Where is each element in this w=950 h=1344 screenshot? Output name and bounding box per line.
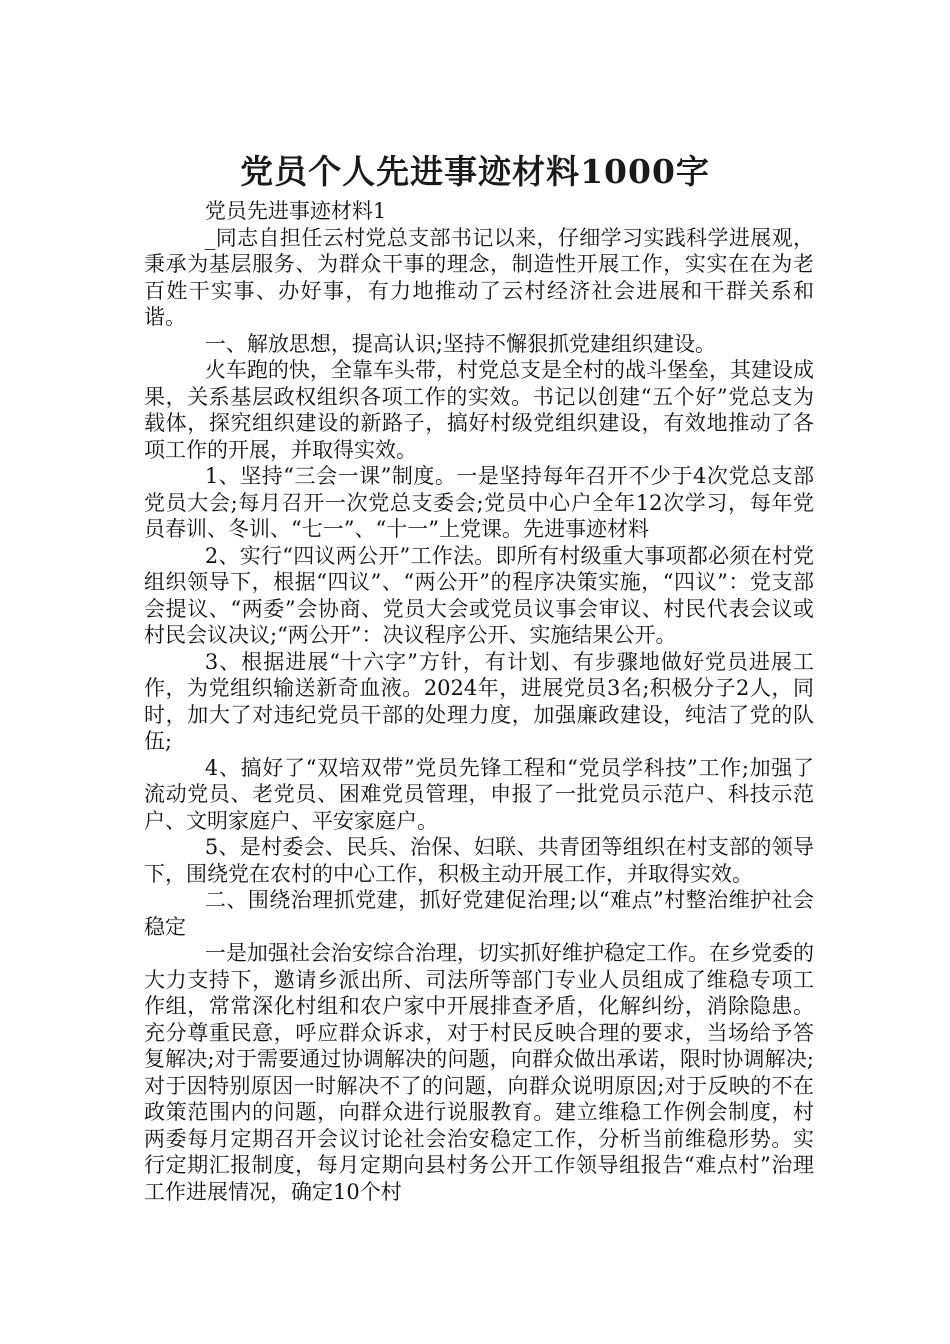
document-title: 党员个人先进事迹材料1000字 (240, 152, 710, 192)
section-heading: 一、解放思想，提高认识;坚持不懈狠抓党建组织建设。 (204, 331, 716, 356)
paragraph: _同志自担任云村党总支部书记以来，仔细学习实践科学进展观，秉承为基层服务、为群众干事的理念，制造性开展工作，实实在在为老百姓干实事、办好事，有力地推动了云村经济社会进展和干群关系和谐。 (144, 225, 814, 329)
list-item: 4、搞好了“双培双带”党员先锋工程和“党员学科技”工作;加强了流动党员、老党员、困难党员管理，申报了一批党员示范户、科技示范户、文明家庭户、平安家庭户。 (144, 755, 814, 833)
list-item: 2、实行“四议两公开”工作法。即所有村级重大事项都必须在村党组织领导下，根据“四议”、“两公开”的程序决策实施，“四议”：党支部会提议、“两委”会协商、党员大会或党员议事会审议、村民代表会议或村民会议决议;“两公开”：决议程序公开、实施结果公开。 (144, 543, 814, 647)
paragraph: 火车跑的快，全靠车头带，村党总支是全村的战斗堡垒，其建设成果，关系基层政权组织各项工作的实效。书记以创建“五个好”党总支为载体，探究组织建设的新路子，搞好村级党组织建设，有效地推动了各项工作的开展，并取得实效。 (144, 358, 814, 462)
section-heading: 二、围绕治理抓党建，抓好党建促治理;以“难点”村整治维护社会稳定 (144, 888, 814, 939)
list-item: 1、坚持“三会一课”制度。一是坚持每年召开不少于4次党总支部党员大会;每月召开一次党总支委会;党员中心户全年12次学习，每年党员春训、冬训、“七一”、“十一”上党课。先进事迹材料 (144, 464, 814, 541)
list-item: 3、根据进展“十六字”方针，有计划、有步骤地做好党员进展工作，为党组织输送新奇血液。2024年，进展党员3名;积极分子2人，同时，加大了对违纪党员干部的处理力度，加强廉政建设，纯洁了党的队伍; (144, 649, 814, 753)
document-body (144, 198, 814, 1205)
list-item: 5、是村委会、民兵、治保、妇联、共青团等组织在村支部的领导下，围绕党在农村的中心工作，积极主动开展工作，并取得实效。 (144, 835, 814, 886)
paragraph-heading: 党员先进事迹材料1 (204, 199, 387, 223)
paragraph: 一是加强社会治安综合治理，切实抓好维护稳定工作。在乡党委的大力支持下，邀请乡派出所、司法所等部门专业人员组成了维稳专项工作组，常常深化村组和农户家中开展排查矛盾，化解纠纷，消除隐患。充分尊重民意，呼应群众诉求，对于村民反映合理的要求，当场给予答复解决;对于需要通过协调解决的问题，向群众做出承诺，限时协调解决;对于因特别原因一时解决不了的问题，向群众说明原因;对于反映的不在政策范围内的问题，向群众进行说服教育。建立维稳工作例会制度，村两委每月定期召开会议讨论社会治安稳定工作，分析当前维稳形势。实行定期汇报制度，每月定期向县村务公开工作领导组报告“难点村”治理工作进展情况，确定10个村 (144, 941, 814, 1204)
